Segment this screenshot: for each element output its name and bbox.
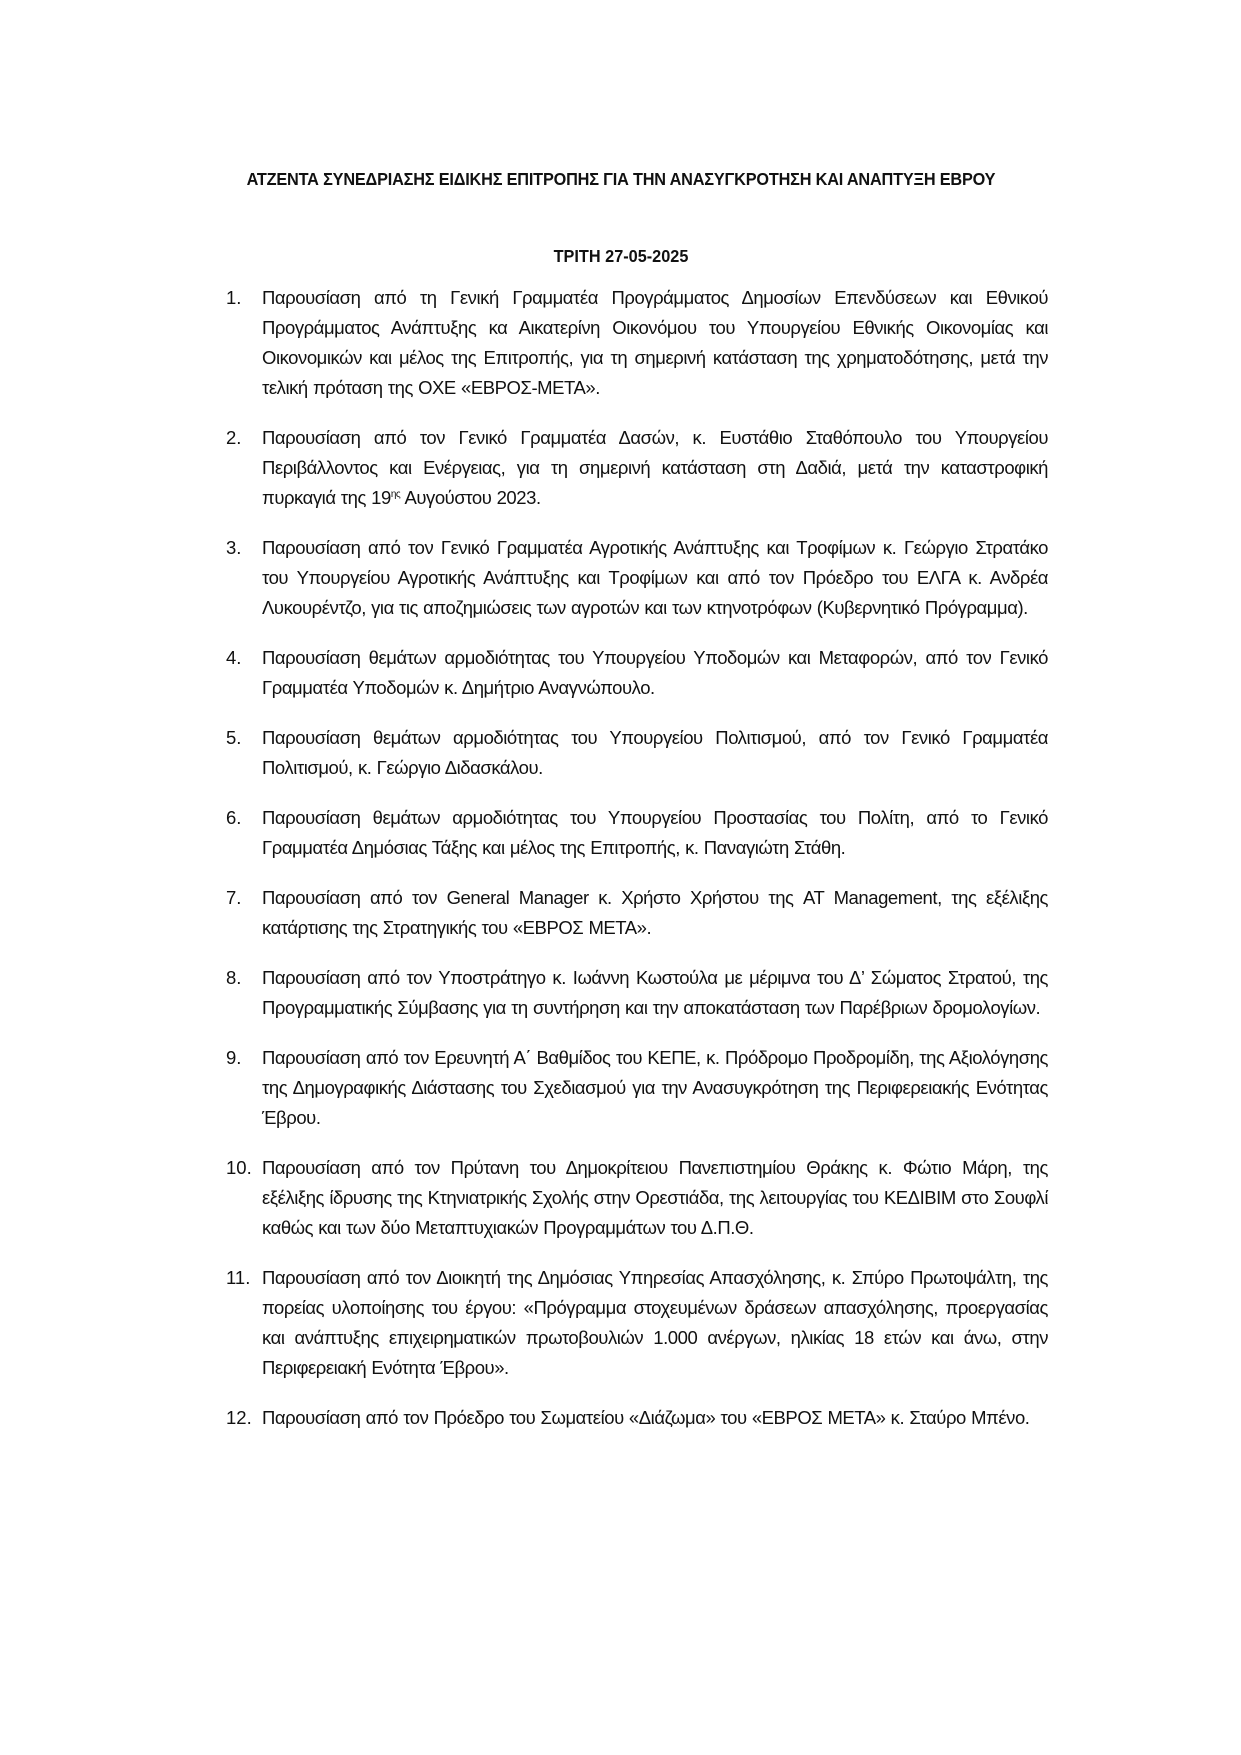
agenda-item-number: 7. [226, 887, 242, 908]
agenda-item-text: Παρουσίαση από τον Πρόεδρο του Σωματείου «Διάζωμα» του «ΕΒΡΟΣ ΜΕΤΑ» κ. Σταύρο Μπένο. [262, 1407, 1030, 1428]
document-title: ΑΤΖΕΝΤΑ ΣΥΝΕΔΡΙΑΣΗΣ ΕΙΔΙΚΗΣ ΕΠΙΤΡΟΠΗΣ ΓΙΑ ΤΗΝ ΑΝΑΣΥΓΚΡΟΤΗΣΗ ΚΑΙ ΑΝΑΠΤΥΞΗ ΕΒΡΟΥ [246, 169, 996, 189]
agenda-item-text: Παρουσίαση από τον General Manager κ. Χρήστο Χρήστου της AT Management, της εξέλιξης κατάρτισης της Στρατηγικής του «ΕΒΡΟΣ ΜΕΤΑ». [262, 887, 1048, 938]
agenda-item-number: 6. [226, 807, 242, 828]
agenda-item-7 [226, 883, 1048, 943]
agenda-item-4 [226, 643, 1048, 703]
meeting-date: ΤΡΙΤΗ 27-05-2025 [553, 246, 689, 266]
agenda-item-1 [226, 283, 1048, 403]
agenda-item-number: 12. [226, 1407, 252, 1428]
agenda-item-text: Παρουσίαση από τον Γενικό Γραμματέα Αγροτικής Ανάπτυξης και Τροφίμων κ. Γεώργιο Στρατάκο του Υπουργείου Αγροτικής Ανάπτυξης και Τροφίμων και από τον Πρόεδρο του ΕΛΓΑ κ. Ανδρέα Λυκουρέντζο, για τις αποζημιώσεις των αγροτών και των κτηνοτρόφων (Κυβερνητικό Πρόγραμμα). [262, 537, 1048, 618]
agenda-item-text: Παρουσίαση θεμάτων αρμοδιότητας του Υπουργείου Υποδομών και Μεταφορών, από τον Γενικό Γραμματέα Υποδομών κ. Δημήτριο Αναγνώπουλο. [262, 647, 1048, 698]
agenda-item-text-part: Αυγούστου 2023. [400, 487, 541, 508]
agenda-item-9 [226, 1043, 1048, 1133]
agenda-item-text [262, 423, 1048, 513]
agenda-item-11 [226, 1263, 1048, 1383]
agenda-item-10 [226, 1153, 1048, 1243]
agenda-item-text: Παρουσίαση από τον Ερευνητή Α΄ Βαθμίδος του ΚΕΠΕ, κ. Πρόδρομο Προδρομίδη, της Αξιολόγησης της Δημογραφικής Διάστασης του Σχεδιασμού για την Ανασυγκρότηση της Περιφερειακής Ενότητας Έβρου. [262, 1047, 1048, 1128]
agenda-item-number: 1. [226, 287, 242, 308]
agenda-item-6 [226, 803, 1048, 863]
ordinal-superscript: ης [390, 489, 401, 500]
agenda-item-number: 10. [226, 1157, 252, 1178]
agenda-list [226, 283, 1048, 1453]
agenda-item-5 [226, 723, 1048, 783]
agenda-item-3 [226, 533, 1048, 623]
agenda-item-number: 5. [226, 727, 242, 748]
agenda-item-text: Παρουσίαση θεμάτων αρμοδιότητας του Υπουργείου Πολιτισμού, από τον Γενικό Γραμματέα Πολιτισμού, κ. Γεώργιο Διδασκάλου. [262, 727, 1048, 778]
agenda-item-text: Παρουσίαση από τον Υποστράτηγο κ. Ιωάννη Κωστούλα με μέριμνα του Δ’ Σώματος Στρατού, της Προγραμματικής Σύμβασης για τη συντήρηση και την αποκατάσταση των Παρέβριων δρομολογίων. [262, 967, 1048, 1018]
agenda-item-text: Παρουσίαση από τον Διοικητή της Δημόσιας Υπηρεσίας Απασχόλησης, κ. Σπύρο Πρωτοψάλτη, της πορείας υλοποίησης του έργου: «Πρόγραμμα στοχευμένων δράσεων απασχόλησης, προεργασίας και ανάπτυξης επιχειρηματικών πρωτοβουλιών 1.000 ανέργων, ηλικίας 18 ετών και άνω, στην Περιφερειακή Ενότητα Έβρου». [262, 1267, 1048, 1378]
agenda-item-text: Παρουσίαση από τη Γενική Γραμματέα Προγράμματος Δημοσίων Επενδύσεων και Εθνικού Προγράμματος Ανάπτυξης κα Αικατερίνη Οικονόμου του Υπουργείου Εθνικής Οικονομίας και Οικονομικών και μέλος της Επιτροπής, για τη σημερινή κατάσταση της χρηματοδότησης, μετά την τελική πρόταση της ΟΧΕ «ΕΒΡΟΣ-ΜΕΤΑ». [262, 287, 1048, 398]
agenda-item-text: Παρουσίαση θεμάτων αρμοδιότητας του Υπουργείου Προστασίας του Πολίτη, από το Γενικό Γραμματέα Δημόσιας Τάξης και μέλος της Επιτροπής, κ. Παναγιώτη Στάθη. [262, 807, 1048, 858]
agenda-item-number: 11. [226, 1267, 251, 1288]
agenda-item-2 [226, 423, 1048, 513]
agenda-item-number: 4. [226, 647, 242, 668]
agenda-item-8 [226, 963, 1048, 1023]
agenda-item-text-part: Παρουσίαση από τον Γενικό Γραμματέα Δασών, κ. Ευστάθιο Σταθόπουλο του Υπουργείου Περιβάλλοντος και Ενέργειας, για τη σημερινή κατάσταση στη Δαδιά, μετά την καταστροφική πυρκαγιά της 19 [262, 427, 1048, 508]
agenda-item-12 [226, 1403, 1048, 1433]
agenda-item-text: Παρουσίαση από τον Πρύτανη του Δημοκρίτειου Πανεπιστημίου Θράκης κ. Φώτιο Μάρη, της εξέλιξης ίδρυσης της Κτηνιατρικής Σχολής στην Ορεστιάδα, της λειτουργίας του ΚΕΔΙΒΙΜ στο Σουφλί καθώς και των δύο Μεταπτυχιακών Προγραμμάτων του Δ.Π.Θ. [262, 1157, 1048, 1238]
agenda-item-number: 9. [226, 1047, 242, 1068]
agenda-item-number: 3. [226, 537, 242, 558]
agenda-item-number: 8. [226, 967, 242, 988]
agenda-item-number: 2. [226, 427, 242, 448]
